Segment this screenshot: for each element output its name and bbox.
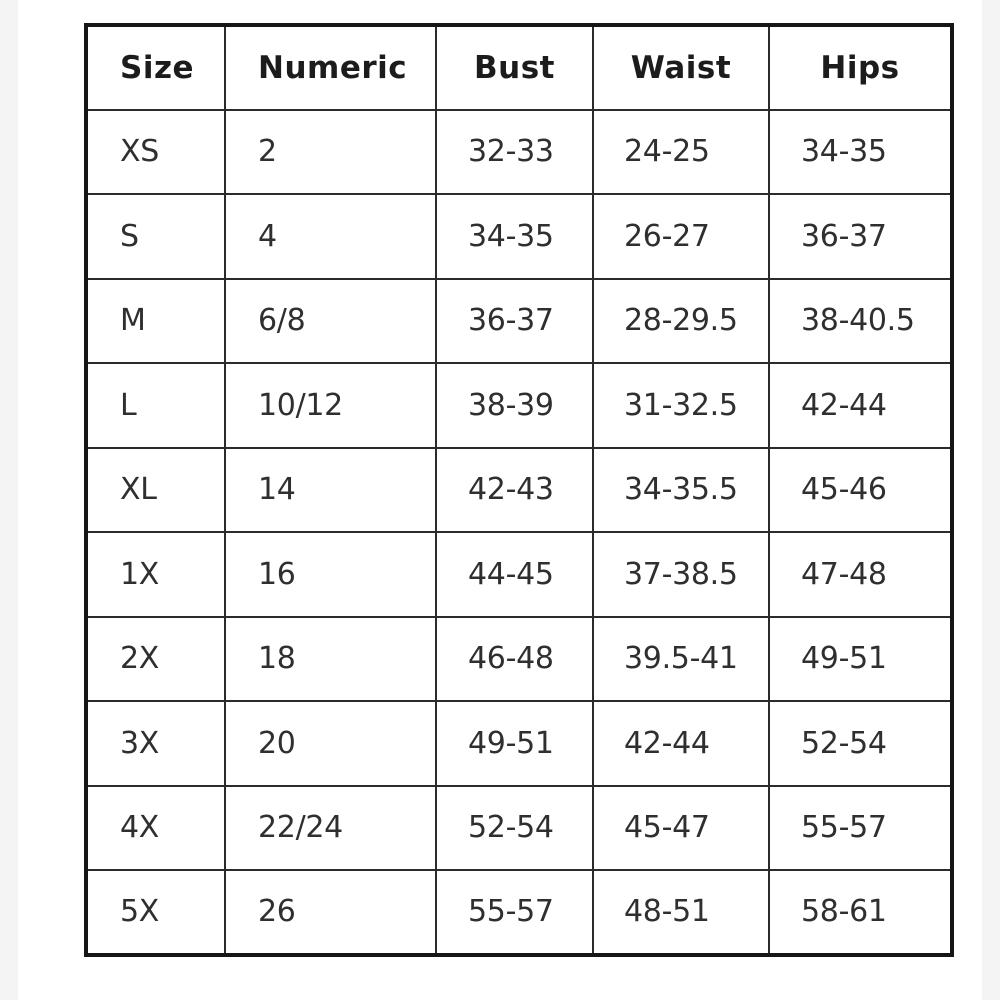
cell-size: 1X	[86, 532, 225, 617]
cell-bust: 34-35	[436, 194, 593, 279]
cell-hips: 55-57	[769, 786, 952, 871]
cell-hips: 52-54	[769, 701, 952, 786]
cell-size: 2X	[86, 617, 225, 702]
table-row	[86, 110, 952, 195]
cell-hips: 36-37	[769, 194, 952, 279]
cell-waist: 48-51	[593, 870, 769, 955]
cell-bust: 52-54	[436, 786, 593, 871]
table-row	[86, 363, 952, 448]
cell-size: XL	[86, 448, 225, 533]
table-row	[86, 194, 952, 279]
cell-waist: 28-29.5	[593, 279, 769, 364]
header-size: Size	[86, 25, 225, 110]
header-bust: Bust	[436, 25, 593, 110]
cell-bust: 44-45	[436, 532, 593, 617]
cell-hips: 47-48	[769, 532, 952, 617]
cell-bust: 46-48	[436, 617, 593, 702]
cell-numeric: 16	[225, 532, 436, 617]
header-row	[86, 25, 952, 110]
table-row	[86, 532, 952, 617]
table-row	[86, 448, 952, 533]
cell-hips: 49-51	[769, 617, 952, 702]
cell-bust: 55-57	[436, 870, 593, 955]
cell-bust: 36-37	[436, 279, 593, 364]
table-row	[86, 870, 952, 955]
cell-bust: 42-43	[436, 448, 593, 533]
cell-size: 4X	[86, 786, 225, 871]
cell-waist: 37-38.5	[593, 532, 769, 617]
cell-size: S	[86, 194, 225, 279]
cell-waist: 45-47	[593, 786, 769, 871]
cell-size: L	[86, 363, 225, 448]
cell-waist: 39.5-41	[593, 617, 769, 702]
cell-waist: 24-25	[593, 110, 769, 195]
cell-numeric: 2	[225, 110, 436, 195]
cell-numeric: 22/24	[225, 786, 436, 871]
header-numeric: Numeric	[225, 25, 436, 110]
cell-numeric: 10/12	[225, 363, 436, 448]
size-chart-header	[86, 25, 952, 110]
cell-size: M	[86, 279, 225, 364]
size-chart-table	[84, 23, 954, 957]
cell-waist: 26-27	[593, 194, 769, 279]
cell-waist: 34-35.5	[593, 448, 769, 533]
cell-size: XS	[86, 110, 225, 195]
cell-hips: 38-40.5	[769, 279, 952, 364]
table-row	[86, 617, 952, 702]
table-row	[86, 701, 952, 786]
size-chart-sheet	[18, 0, 982, 1000]
size-chart-body	[86, 110, 952, 955]
cell-hips: 34-35	[769, 110, 952, 195]
cell-numeric: 4	[225, 194, 436, 279]
cell-numeric: 6/8	[225, 279, 436, 364]
cell-numeric: 18	[225, 617, 436, 702]
cell-bust: 38-39	[436, 363, 593, 448]
header-waist: Waist	[593, 25, 769, 110]
header-hips: Hips	[769, 25, 952, 110]
table-row	[86, 786, 952, 871]
cell-numeric: 14	[225, 448, 436, 533]
cell-numeric: 20	[225, 701, 436, 786]
cell-size: 3X	[86, 701, 225, 786]
cell-bust: 49-51	[436, 701, 593, 786]
cell-waist: 31-32.5	[593, 363, 769, 448]
cell-numeric: 26	[225, 870, 436, 955]
cell-bust: 32-33	[436, 110, 593, 195]
table-row	[86, 279, 952, 364]
cell-hips: 42-44	[769, 363, 952, 448]
cell-waist: 42-44	[593, 701, 769, 786]
cell-hips: 58-61	[769, 870, 952, 955]
cell-size: 5X	[86, 870, 225, 955]
cell-hips: 45-46	[769, 448, 952, 533]
